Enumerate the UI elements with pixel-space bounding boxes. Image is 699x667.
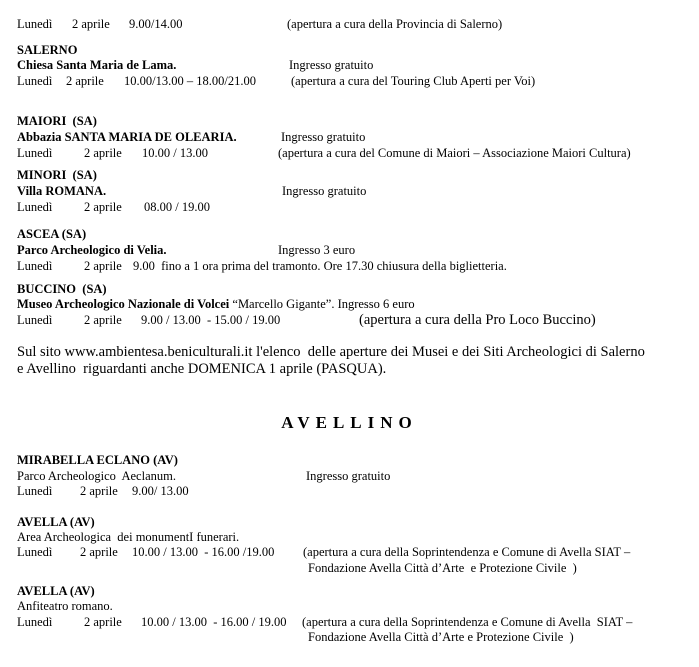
salerno-note: (apertura a cura del Touring Club Aperti per Voi)	[291, 74, 536, 88]
salerno-date: 2 aprile	[66, 74, 104, 88]
top-note: (apertura a cura della Provincia di Salerno)	[287, 17, 503, 31]
avella2-note1: (apertura a cura della Soprintendenza e Comune di Avella SIAT –	[302, 615, 633, 629]
avella2-date: 2 aprile	[84, 615, 122, 629]
top-date: 2 aprile	[72, 17, 110, 31]
maiori-day: Lunedì	[17, 146, 53, 160]
minori-hours: 08.00 / 19.00	[144, 200, 210, 214]
ascea-date: 2 aprile	[84, 259, 122, 273]
avella1-note1: (apertura a cura della Soprintendenza e Comune di Avella SIAT –	[303, 545, 631, 559]
salerno-entry: Ingresso gratuito	[289, 58, 374, 72]
avella2-city: AVELLA (AV)	[17, 584, 95, 598]
salerno-hours: 10.00/13.00 – 18.00/21.00	[124, 74, 256, 88]
avella2-day: Lunedì	[17, 615, 53, 629]
ascea-site: Parco Archeologico di Velia.	[17, 243, 167, 257]
minori-site: Villa ROMANA.	[17, 184, 107, 198]
avella1-city: AVELLA (AV)	[17, 515, 95, 529]
avella2-note2: Fondazione Avella Città d’Arte e Protezione Civile )	[308, 630, 574, 644]
ascea-city: ASCEA (SA)	[17, 227, 87, 241]
mirabella-day: Lunedì	[17, 484, 53, 498]
buccino-site-name: “Marcello Gigante”	[232, 297, 332, 311]
section-heading-avellino: AVELLINO	[281, 413, 418, 432]
salerno-city: SALERNO	[17, 43, 78, 57]
buccino-site-line	[17, 297, 415, 312]
mirabella-city: MIRABELLA ECLANO (AV)	[17, 453, 178, 467]
ascea-hours: 9.00 fino a 1 ora prima del tramonto. Ore 17.30 chiusura della biglietteria.	[133, 259, 507, 273]
minori-day: Lunedì	[17, 200, 53, 214]
mirabella-site: Parco Archeologico Aeclanum.	[17, 469, 176, 483]
avella1-hours: 10.00 / 13.00 - 16.00 /19.00	[132, 545, 275, 559]
website-note-line2: e Avellino riguardanti anche DOMENICA 1 aprile (PASQUA).	[17, 361, 387, 377]
minori-city: MINORI (SA)	[17, 168, 97, 182]
buccino-date: 2 aprile	[84, 313, 122, 327]
avella1-date: 2 aprile	[80, 545, 118, 559]
website-note-line1: Sul sito www.ambientesa.beniculturali.it l'elenco delle aperture dei Musei e dei Siti Archeologici di Salerno	[17, 344, 645, 360]
salerno-day: Lunedì	[17, 74, 53, 88]
top-hours: 9.00/14.00	[129, 17, 183, 31]
maiori-site: Abbazia SANTA MARIA DE OLEARIA.	[17, 130, 237, 144]
buccino-site: Museo Archeologico Nazionale di Volcei	[17, 297, 230, 311]
maiori-entry: Ingresso gratuito	[281, 130, 366, 144]
buccino-city: BUCCINO (SA)	[17, 282, 107, 296]
minori-entry: Ingresso gratuito	[282, 184, 367, 198]
avella1-site: Area Archeologica dei monumentI funerari.	[17, 530, 240, 544]
maiori-note: (apertura a cura del Comune di Maiori – Associazione Maiori Cultura)	[278, 146, 631, 160]
avella2-site: Anfiteatro romano.	[17, 599, 113, 613]
buccino-entry: . Ingresso 6 euro	[331, 297, 415, 311]
avella2-hours: 10.00 / 13.00 - 16.00 / 19.00	[141, 615, 287, 629]
ascea-day: Lunedì	[17, 259, 53, 273]
maiori-date: 2 aprile	[84, 146, 122, 160]
avella1-day: Lunedì	[17, 545, 53, 559]
avella1-note2: Fondazione Avella Città d’Arte e Protezione Civile )	[308, 561, 577, 575]
buccino-hours: 9.00 / 13.00 - 15.00 / 19.00	[141, 313, 281, 327]
mirabella-hours: 9.00/ 13.00	[132, 484, 189, 498]
minori-date: 2 aprile	[84, 200, 122, 214]
maiori-hours: 10.00 / 13.00	[142, 146, 208, 160]
maiori-city: MAIORI (SA)	[17, 114, 97, 128]
mirabella-entry: Ingresso gratuito	[306, 469, 391, 483]
mirabella-date: 2 aprile	[80, 484, 118, 498]
buccino-note: (apertura a cura della Pro Loco Buccino)	[359, 312, 596, 328]
salerno-site: Chiesa Santa Maria de Lama.	[17, 58, 177, 72]
top-day: Lunedì	[17, 17, 53, 31]
ascea-entry: Ingresso 3 euro	[278, 243, 356, 257]
buccino-day: Lunedì	[17, 313, 53, 327]
